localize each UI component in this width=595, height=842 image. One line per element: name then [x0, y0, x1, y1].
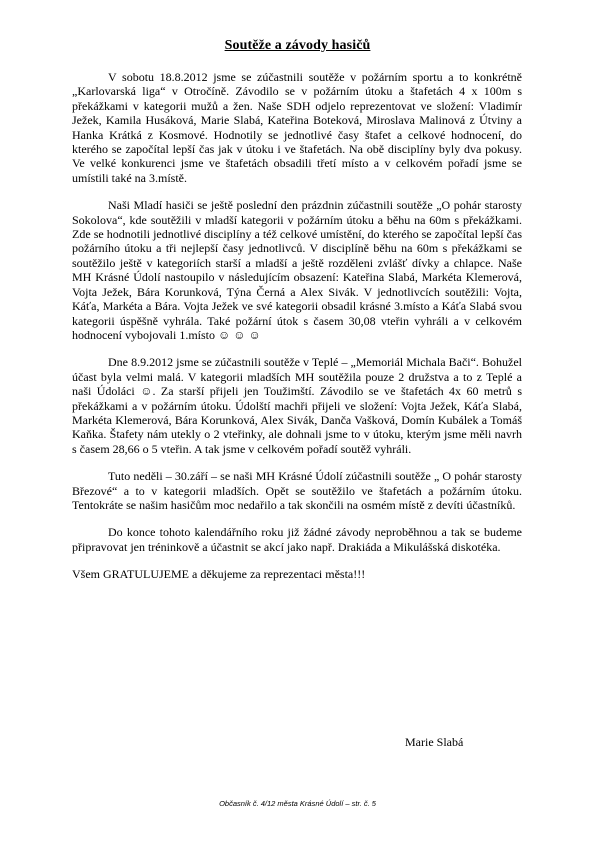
article-title: Soutěže a závody hasičů [224, 38, 371, 53]
paragraph-pohar-brezove: Tuto neděli – 30.září – se naši MH Krásné Údolí zúčastnili soutěže „ O pohár starosty Březové“ a to v kategorii mladších. Opět se soutěžilo ve štafetách a požárním útoku. Tentokráte se našim hasičům moc nedařilo a tak skončili na osmém místě z devíti účastníků. [72, 469, 522, 512]
paragraph-congratulations: Všem GRATULUJEME a děkujeme za reprezentaci města!!! [72, 567, 366, 582]
paragraph-end-of-season: Do konce tohoto kalendářního roku již žádné závody neproběhnou a tak se budeme připravovat jen tréninkově a účastnit se akcí jako např. Drakiáda a Mikulášská diskotéka. [72, 525, 522, 554]
article-body [72, 70, 522, 595]
author-signature: Marie Slabá [405, 735, 464, 749]
paragraph-memorial-bace: Dne 8.9.2012 jsme se zúčastnili soutěže v Teplé – „Memoriál Michala Bači“. Bohužel účast byla velmi malá. V kategorii mladších MH soutěžila pouze 2 družstva a to z Teplé a naši Údoláci ☺. Za starší přijeli jen Toužimští. Závodilo se ve štafetách 4x 60 metrů s překážkami a v požárním útoku. Údolští machři přijeli ve složení: Vojta Ježek, Káťa Slabá, Markéta Klemerová, Bára Korunková, Alex Sivák, Danča Vašková, Domín Kubálek a Tomáš Kaňka. Štafety nám utekly o 2 vteřinky, ale dohnali jsme to v útoku, kterým jsme měli navrh s časem 28,66 o 5 vteřin. A tak jsme v celkovém pořadí soutěž vyhráli. [72, 355, 522, 456]
paragraph-pohar-sokolova: Naši Mladí hasiči se ještě poslední den prázdnin zúčastnili soutěže „O pohár starosty Sokolova“, kde soutěžili v mladší kategorii v požárním útoku a běhu na 60m s překážkami. Zde se hodnotili jednotlivé disciplíny a též celkové umístění, do kterého se započítal lepší čas požárního útoku a tři nejlepší časy jednotlivců. V disciplíně běhu na 60m s překážkami se soutěžilo ještě v kategoriích starší a mladší a ještě rozděleni zvlášť dívky a chlapce. Naše MH Krásné Údolí nastoupilo v následujícím obsazení: Kateřina Slabá, Markéta Klemerová, Vojta Ježek, Bára Korunková, Týna Černá a Alex Sivák. V jednotlivcích soutěžili: Vojta, Káťa, Markéta a Bára. Vojta Ježek ve své kategorii obsadil krásné 3.místo a Káťa Slabá svou kategorii úspěšně vyhrála. Také požární útok s časem 30,08 vteřin vyhráli a v celkovém hodnocení vybojovali 1.místo ☺ ☺ ☺ [72, 198, 522, 342]
paragraph-karlovarska-liga: V sobotu 18.8.2012 jsme se zúčastnili soutěže v požárním sportu a to konkrétně „Karlovarská liga“ v Otročíně. Závodilo se v požárním útoku a štafetách 4 x 100m s překážkami v kategorii mužů a žen. Naše SDH odjelo reprezentovat ve složení: Vladimír Ježek, Kamila Husáková, Marie Slabá, Kateřina Boteková, Miroslava Malinová z Útviny a Hanka Krátká z Kosmové. Hodnotily se jednotlivé časy štafet a celkové hodnocení, do kterého se započítal lepší čas jak v útoku i ve štafetách. Na obě disciplíny byly dva pokusy. Ve velké konkurenci jsme ve štafetách obsadili třetí místo a v celkovém pořadí jsme se umístili také na 3.místě. [72, 70, 522, 185]
page-footer: Občasník č. 4/12 města Krásné Údolí – str. č. 5 [219, 799, 376, 808]
